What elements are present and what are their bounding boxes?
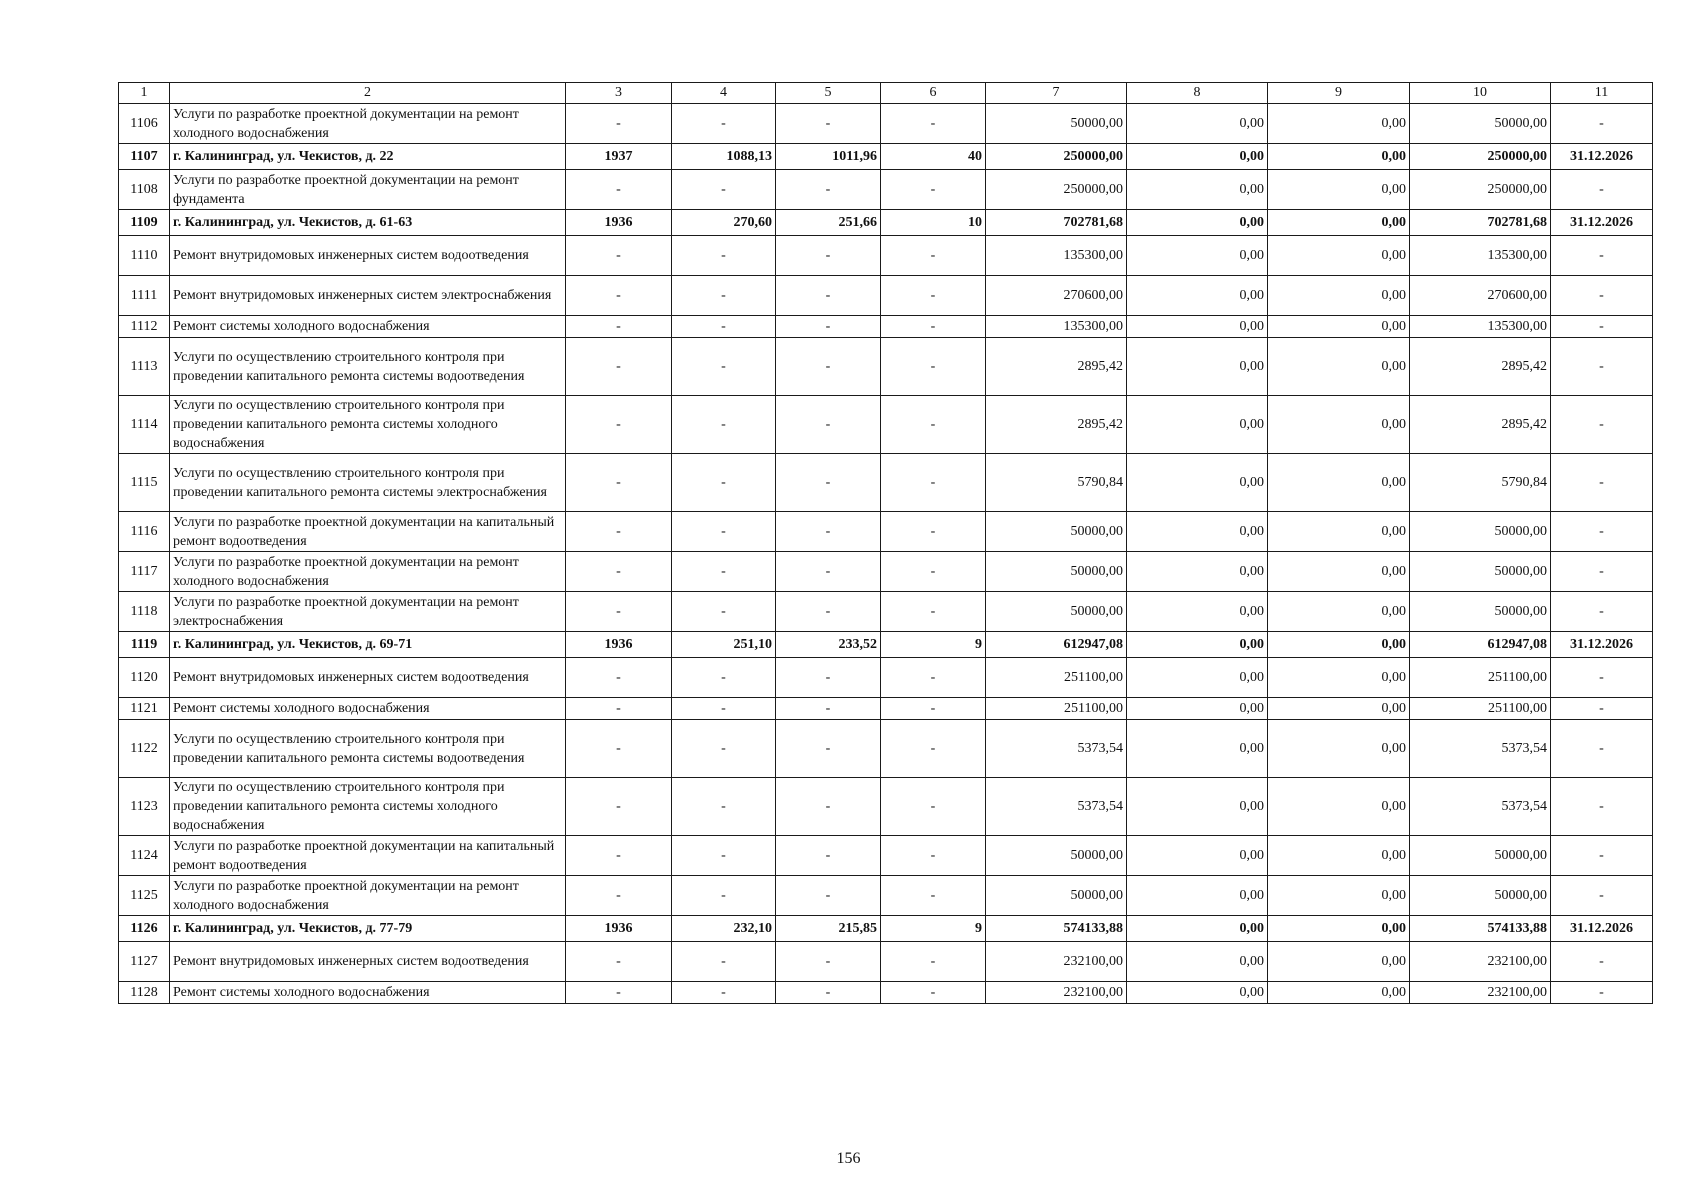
- federal-funds-cell: 0,00: [1127, 836, 1268, 876]
- federal-funds-cell: 0,00: [1127, 454, 1268, 512]
- living-area-cell: -: [776, 778, 881, 836]
- residents-count-cell: -: [881, 316, 986, 338]
- address-row: [119, 210, 1653, 236]
- table-body: [119, 83, 1653, 1004]
- total-area-cell: -: [672, 396, 776, 454]
- regional-funds-cell: 0,00: [1268, 632, 1410, 658]
- work-name-cell: Услуги по разработке проектной документации на капитальный ремонт водоотведения: [170, 836, 566, 876]
- commission-year-cell: -: [566, 104, 672, 144]
- deadline-cell: -: [1551, 982, 1653, 1004]
- living-area-cell: -: [776, 698, 881, 720]
- deadline-cell: 31.12.2026: [1551, 210, 1653, 236]
- regional-funds-cell: 0,00: [1268, 210, 1410, 236]
- commission-year-cell: -: [566, 836, 672, 876]
- row-number-cell: 1128: [119, 982, 170, 1004]
- owner-funds-cell: 5790,84: [1410, 454, 1551, 512]
- work-name-cell: г. Калининград, ул. Чекистов, д. 61-63: [170, 210, 566, 236]
- deadline-cell: -: [1551, 396, 1653, 454]
- column-header: 1: [119, 83, 170, 104]
- residents-count-cell: 9: [881, 632, 986, 658]
- total-cost-cell: 50000,00: [986, 104, 1127, 144]
- residents-count-cell: -: [881, 338, 986, 396]
- federal-funds-cell: 0,00: [1127, 170, 1268, 210]
- owner-funds-cell: 251100,00: [1410, 698, 1551, 720]
- total-cost-cell: 2895,42: [986, 396, 1127, 454]
- total-area-cell: 1088,13: [672, 144, 776, 170]
- living-area-cell: -: [776, 512, 881, 552]
- work-name-cell: Ремонт системы холодного водоснабжения: [170, 698, 566, 720]
- total-area-cell: -: [672, 942, 776, 982]
- table-row: [119, 836, 1653, 876]
- work-name-cell: Услуги по разработке проектной документации на ремонт электроснабжения: [170, 592, 566, 632]
- commission-year-cell: 1936: [566, 632, 672, 658]
- regional-funds-cell: 0,00: [1268, 552, 1410, 592]
- residents-count-cell: -: [881, 454, 986, 512]
- federal-funds-cell: 0,00: [1127, 210, 1268, 236]
- work-name-cell: Ремонт внутридомовых инженерных систем водоотведения: [170, 236, 566, 276]
- work-name-cell: Услуги по разработке проектной документации на ремонт холодного водоснабжения: [170, 104, 566, 144]
- total-cost-cell: 232100,00: [986, 942, 1127, 982]
- commission-year-cell: -: [566, 454, 672, 512]
- commission-year-cell: -: [566, 592, 672, 632]
- work-name-cell: г. Калининград, ул. Чекистов, д. 77-79: [170, 916, 566, 942]
- total-area-cell: -: [672, 236, 776, 276]
- total-cost-cell: 270600,00: [986, 276, 1127, 316]
- owner-funds-cell: 574133,88: [1410, 916, 1551, 942]
- total-area-cell: -: [672, 592, 776, 632]
- table-row: [119, 720, 1653, 778]
- column-header: 3: [566, 83, 672, 104]
- residents-count-cell: -: [881, 982, 986, 1004]
- commission-year-cell: 1936: [566, 916, 672, 942]
- address-row: [119, 916, 1653, 942]
- regional-funds-cell: 0,00: [1268, 876, 1410, 916]
- deadline-cell: -: [1551, 512, 1653, 552]
- federal-funds-cell: 0,00: [1127, 144, 1268, 170]
- owner-funds-cell: 2895,42: [1410, 396, 1551, 454]
- column-header: 6: [881, 83, 986, 104]
- owner-funds-cell: 50000,00: [1410, 512, 1551, 552]
- owner-funds-cell: 232100,00: [1410, 982, 1551, 1004]
- owner-funds-cell: 2895,42: [1410, 338, 1551, 396]
- federal-funds-cell: 0,00: [1127, 778, 1268, 836]
- commission-year-cell: -: [566, 720, 672, 778]
- total-area-cell: 270,60: [672, 210, 776, 236]
- table-row: [119, 316, 1653, 338]
- residents-count-cell: 10: [881, 210, 986, 236]
- living-area-cell: -: [776, 338, 881, 396]
- total-cost-cell: 232100,00: [986, 982, 1127, 1004]
- work-name-cell: Услуги по осуществлению строительного контроля при проведении капитального ремонта системы холодного водоснабжения: [170, 396, 566, 454]
- residents-count-cell: -: [881, 778, 986, 836]
- row-number-cell: 1117: [119, 552, 170, 592]
- table-row: [119, 236, 1653, 276]
- row-number-cell: 1121: [119, 698, 170, 720]
- regional-funds-cell: 0,00: [1268, 170, 1410, 210]
- row-number-cell: 1118: [119, 592, 170, 632]
- regional-funds-cell: 0,00: [1268, 698, 1410, 720]
- living-area-cell: 233,52: [776, 632, 881, 658]
- regional-funds-cell: 0,00: [1268, 512, 1410, 552]
- owner-funds-cell: 251100,00: [1410, 658, 1551, 698]
- living-area-cell: -: [776, 316, 881, 338]
- residents-count-cell: -: [881, 658, 986, 698]
- row-number-cell: 1116: [119, 512, 170, 552]
- regional-funds-cell: 0,00: [1268, 836, 1410, 876]
- regional-funds-cell: 0,00: [1268, 144, 1410, 170]
- total-area-cell: -: [672, 512, 776, 552]
- residents-count-cell: -: [881, 512, 986, 552]
- residents-count-cell: -: [881, 836, 986, 876]
- deadline-cell: -: [1551, 454, 1653, 512]
- deadline-cell: -: [1551, 778, 1653, 836]
- total-cost-cell: 135300,00: [986, 316, 1127, 338]
- owner-funds-cell: 250000,00: [1410, 170, 1551, 210]
- total-area-cell: -: [672, 658, 776, 698]
- living-area-cell: -: [776, 658, 881, 698]
- regional-funds-cell: 0,00: [1268, 982, 1410, 1004]
- row-number-cell: 1106: [119, 104, 170, 144]
- residents-count-cell: -: [881, 236, 986, 276]
- row-number-cell: 1108: [119, 170, 170, 210]
- owner-funds-cell: 232100,00: [1410, 942, 1551, 982]
- living-area-cell: -: [776, 836, 881, 876]
- federal-funds-cell: 0,00: [1127, 698, 1268, 720]
- total-area-cell: -: [672, 454, 776, 512]
- total-cost-cell: 251100,00: [986, 698, 1127, 720]
- work-name-cell: Услуги по разработке проектной документации на ремонт фундамента: [170, 170, 566, 210]
- residents-count-cell: 40: [881, 144, 986, 170]
- living-area-cell: -: [776, 592, 881, 632]
- row-number-cell: 1126: [119, 916, 170, 942]
- regional-funds-cell: 0,00: [1268, 942, 1410, 982]
- total-cost-cell: 574133,88: [986, 916, 1127, 942]
- total-area-cell: 232,10: [672, 916, 776, 942]
- commission-year-cell: -: [566, 942, 672, 982]
- regional-funds-cell: 0,00: [1268, 720, 1410, 778]
- owner-funds-cell: 5373,54: [1410, 720, 1551, 778]
- work-name-cell: Услуги по разработке проектной документации на ремонт холодного водоснабжения: [170, 552, 566, 592]
- work-name-cell: Ремонт системы холодного водоснабжения: [170, 316, 566, 338]
- row-number-cell: 1127: [119, 942, 170, 982]
- residents-count-cell: 9: [881, 916, 986, 942]
- total-area-cell: -: [672, 982, 776, 1004]
- living-area-cell: -: [776, 552, 881, 592]
- owner-funds-cell: 50000,00: [1410, 104, 1551, 144]
- total-area-cell: -: [672, 338, 776, 396]
- total-cost-cell: 612947,08: [986, 632, 1127, 658]
- residents-count-cell: -: [881, 720, 986, 778]
- total-area-cell: -: [672, 104, 776, 144]
- deadline-cell: -: [1551, 316, 1653, 338]
- federal-funds-cell: 0,00: [1127, 658, 1268, 698]
- commission-year-cell: -: [566, 338, 672, 396]
- row-number-cell: 1120: [119, 658, 170, 698]
- living-area-cell: 1011,96: [776, 144, 881, 170]
- regional-funds-cell: 0,00: [1268, 916, 1410, 942]
- total-area-cell: -: [672, 836, 776, 876]
- total-cost-cell: 251100,00: [986, 658, 1127, 698]
- residents-count-cell: -: [881, 942, 986, 982]
- total-cost-cell: 2895,42: [986, 338, 1127, 396]
- table-row: [119, 778, 1653, 836]
- row-number-cell: 1115: [119, 454, 170, 512]
- federal-funds-cell: 0,00: [1127, 316, 1268, 338]
- total-cost-cell: 50000,00: [986, 512, 1127, 552]
- federal-funds-cell: 0,00: [1127, 104, 1268, 144]
- federal-funds-cell: 0,00: [1127, 982, 1268, 1004]
- row-number-cell: 1111: [119, 276, 170, 316]
- regional-funds-cell: 0,00: [1268, 276, 1410, 316]
- regional-funds-cell: 0,00: [1268, 454, 1410, 512]
- table-row: [119, 104, 1653, 144]
- living-area-cell: -: [776, 236, 881, 276]
- column-header: 2: [170, 83, 566, 104]
- row-number-cell: 1125: [119, 876, 170, 916]
- address-row: [119, 144, 1653, 170]
- living-area-cell: -: [776, 454, 881, 512]
- total-area-cell: -: [672, 170, 776, 210]
- federal-funds-cell: 0,00: [1127, 236, 1268, 276]
- table-row: [119, 552, 1653, 592]
- commission-year-cell: -: [566, 170, 672, 210]
- commission-year-cell: -: [566, 396, 672, 454]
- table-row: [119, 942, 1653, 982]
- table-row: [119, 338, 1653, 396]
- commission-year-cell: -: [566, 778, 672, 836]
- work-name-cell: Ремонт внутридомовых инженерных систем водоотведения: [170, 658, 566, 698]
- work-name-cell: Услуги по осуществлению строительного контроля при проведении капитального ремонта системы водоотведения: [170, 720, 566, 778]
- total-area-cell: -: [672, 778, 776, 836]
- federal-funds-cell: 0,00: [1127, 720, 1268, 778]
- capital-repair-table: [118, 82, 1653, 1004]
- row-number-cell: 1107: [119, 144, 170, 170]
- total-cost-cell: 250000,00: [986, 170, 1127, 210]
- commission-year-cell: -: [566, 658, 672, 698]
- work-name-cell: Услуги по осуществлению строительного контроля при проведении капитального ремонта системы холодного водоснабжения: [170, 778, 566, 836]
- commission-year-cell: 1936: [566, 210, 672, 236]
- table-row: [119, 396, 1653, 454]
- total-cost-cell: 50000,00: [986, 552, 1127, 592]
- deadline-cell: -: [1551, 170, 1653, 210]
- table-row: [119, 982, 1653, 1004]
- commission-year-cell: -: [566, 876, 672, 916]
- total-cost-cell: 50000,00: [986, 876, 1127, 916]
- work-name-cell: Услуги по осуществлению строительного контроля при проведении капитального ремонта системы электроснабжения: [170, 454, 566, 512]
- deadline-cell: -: [1551, 698, 1653, 720]
- living-area-cell: -: [776, 170, 881, 210]
- commission-year-cell: -: [566, 982, 672, 1004]
- table-row: [119, 698, 1653, 720]
- work-name-cell: г. Калининград, ул. Чекистов, д. 22: [170, 144, 566, 170]
- total-cost-cell: 135300,00: [986, 236, 1127, 276]
- residents-count-cell: -: [881, 552, 986, 592]
- regional-funds-cell: 0,00: [1268, 396, 1410, 454]
- deadline-cell: 31.12.2026: [1551, 144, 1653, 170]
- work-name-cell: Ремонт внутридомовых инженерных систем электроснабжения: [170, 276, 566, 316]
- deadline-cell: -: [1551, 236, 1653, 276]
- owner-funds-cell: 270600,00: [1410, 276, 1551, 316]
- total-area-cell: -: [672, 316, 776, 338]
- row-number-cell: 1124: [119, 836, 170, 876]
- column-header: 8: [1127, 83, 1268, 104]
- federal-funds-cell: 0,00: [1127, 592, 1268, 632]
- regional-funds-cell: 0,00: [1268, 592, 1410, 632]
- owner-funds-cell: 612947,08: [1410, 632, 1551, 658]
- deadline-cell: -: [1551, 592, 1653, 632]
- residents-count-cell: -: [881, 396, 986, 454]
- deadline-cell: 31.12.2026: [1551, 916, 1653, 942]
- commission-year-cell: -: [566, 512, 672, 552]
- deadline-cell: -: [1551, 276, 1653, 316]
- column-header: 9: [1268, 83, 1410, 104]
- total-cost-cell: 5790,84: [986, 454, 1127, 512]
- total-area-cell: 251,10: [672, 632, 776, 658]
- work-name-cell: Ремонт внутридомовых инженерных систем водоотведения: [170, 942, 566, 982]
- living-area-cell: -: [776, 720, 881, 778]
- total-area-cell: -: [672, 276, 776, 316]
- total-cost-cell: 50000,00: [986, 836, 1127, 876]
- residents-count-cell: -: [881, 698, 986, 720]
- row-number-cell: 1119: [119, 632, 170, 658]
- federal-funds-cell: 0,00: [1127, 942, 1268, 982]
- living-area-cell: -: [776, 396, 881, 454]
- owner-funds-cell: 5373,54: [1410, 778, 1551, 836]
- deadline-cell: -: [1551, 876, 1653, 916]
- residents-count-cell: -: [881, 170, 986, 210]
- living-area-cell: 251,66: [776, 210, 881, 236]
- owner-funds-cell: 50000,00: [1410, 876, 1551, 916]
- living-area-cell: -: [776, 276, 881, 316]
- column-header: 11: [1551, 83, 1653, 104]
- regional-funds-cell: 0,00: [1268, 338, 1410, 396]
- owner-funds-cell: 135300,00: [1410, 236, 1551, 276]
- column-header: 7: [986, 83, 1127, 104]
- deadline-cell: -: [1551, 720, 1653, 778]
- total-area-cell: -: [672, 698, 776, 720]
- total-cost-cell: 702781,68: [986, 210, 1127, 236]
- total-area-cell: -: [672, 552, 776, 592]
- living-area-cell: 215,85: [776, 916, 881, 942]
- owner-funds-cell: 250000,00: [1410, 144, 1551, 170]
- regional-funds-cell: 0,00: [1268, 104, 1410, 144]
- residents-count-cell: -: [881, 876, 986, 916]
- deadline-cell: -: [1551, 338, 1653, 396]
- total-cost-cell: 50000,00: [986, 592, 1127, 632]
- table-row: [119, 876, 1653, 916]
- row-number-cell: 1113: [119, 338, 170, 396]
- federal-funds-cell: 0,00: [1127, 396, 1268, 454]
- owner-funds-cell: 50000,00: [1410, 592, 1551, 632]
- total-cost-cell: 250000,00: [986, 144, 1127, 170]
- table-row: [119, 454, 1653, 512]
- table-row: [119, 658, 1653, 698]
- living-area-cell: -: [776, 876, 881, 916]
- work-name-cell: Услуги по разработке проектной документации на ремонт холодного водоснабжения: [170, 876, 566, 916]
- work-name-cell: Ремонт системы холодного водоснабжения: [170, 982, 566, 1004]
- row-number-cell: 1114: [119, 396, 170, 454]
- row-number-cell: 1109: [119, 210, 170, 236]
- owner-funds-cell: 50000,00: [1410, 836, 1551, 876]
- residents-count-cell: -: [881, 276, 986, 316]
- commission-year-cell: -: [566, 552, 672, 592]
- column-header: 5: [776, 83, 881, 104]
- work-name-cell: Услуги по разработке проектной документации на капитальный ремонт водоотведения: [170, 512, 566, 552]
- regional-funds-cell: 0,00: [1268, 658, 1410, 698]
- residents-count-cell: -: [881, 592, 986, 632]
- commission-year-cell: -: [566, 236, 672, 276]
- federal-funds-cell: 0,00: [1127, 916, 1268, 942]
- regional-funds-cell: 0,00: [1268, 236, 1410, 276]
- federal-funds-cell: 0,00: [1127, 338, 1268, 396]
- federal-funds-cell: 0,00: [1127, 632, 1268, 658]
- living-area-cell: -: [776, 104, 881, 144]
- federal-funds-cell: 0,00: [1127, 552, 1268, 592]
- row-number-cell: 1123: [119, 778, 170, 836]
- work-name-cell: г. Калининград, ул. Чекистов, д. 69-71: [170, 632, 566, 658]
- total-cost-cell: 5373,54: [986, 720, 1127, 778]
- residents-count-cell: -: [881, 104, 986, 144]
- owner-funds-cell: 50000,00: [1410, 552, 1551, 592]
- total-area-cell: -: [672, 720, 776, 778]
- regional-funds-cell: 0,00: [1268, 316, 1410, 338]
- work-name-cell: Услуги по осуществлению строительного контроля при проведении капитального ремонта системы водоотведения: [170, 338, 566, 396]
- deadline-cell: -: [1551, 658, 1653, 698]
- deadline-cell: 31.12.2026: [1551, 632, 1653, 658]
- deadline-cell: -: [1551, 104, 1653, 144]
- header-row: [119, 83, 1653, 104]
- column-header: 4: [672, 83, 776, 104]
- table-row: [119, 512, 1653, 552]
- table-row: [119, 276, 1653, 316]
- table-row: [119, 170, 1653, 210]
- commission-year-cell: -: [566, 698, 672, 720]
- commission-year-cell: -: [566, 316, 672, 338]
- row-number-cell: 1110: [119, 236, 170, 276]
- commission-year-cell: 1937: [566, 144, 672, 170]
- living-area-cell: -: [776, 982, 881, 1004]
- total-cost-cell: 5373,54: [986, 778, 1127, 836]
- federal-funds-cell: 0,00: [1127, 276, 1268, 316]
- regional-funds-cell: 0,00: [1268, 778, 1410, 836]
- total-area-cell: -: [672, 876, 776, 916]
- federal-funds-cell: 0,00: [1127, 876, 1268, 916]
- page-number: 156: [836, 1150, 861, 1167]
- address-row: [119, 632, 1653, 658]
- deadline-cell: -: [1551, 836, 1653, 876]
- owner-funds-cell: 702781,68: [1410, 210, 1551, 236]
- owner-funds-cell: 135300,00: [1410, 316, 1551, 338]
- deadline-cell: -: [1551, 552, 1653, 592]
- living-area-cell: -: [776, 942, 881, 982]
- deadline-cell: -: [1551, 942, 1653, 982]
- table-row: [119, 592, 1653, 632]
- row-number-cell: 1112: [119, 316, 170, 338]
- column-header: 10: [1410, 83, 1551, 104]
- row-number-cell: 1122: [119, 720, 170, 778]
- federal-funds-cell: 0,00: [1127, 512, 1268, 552]
- commission-year-cell: -: [566, 276, 672, 316]
